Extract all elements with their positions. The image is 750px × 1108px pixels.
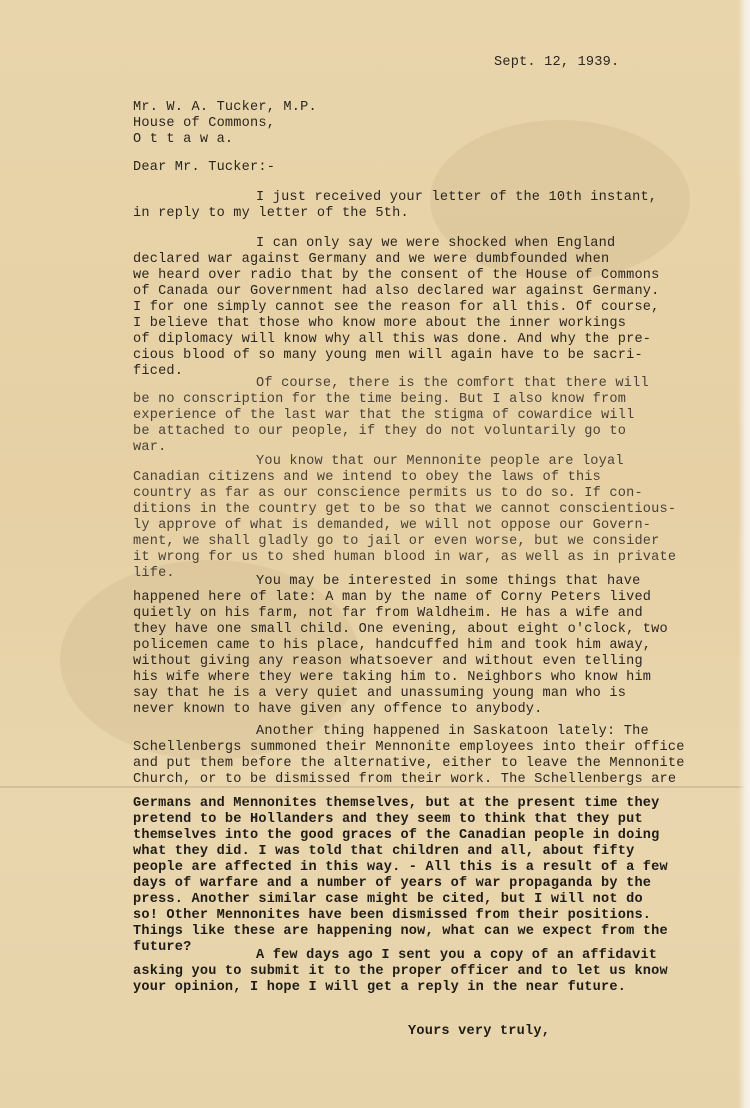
recipient-line: House of Commons, <box>133 116 276 131</box>
body-line: future? <box>133 940 192 955</box>
body-line: and put them before the alternative, either to leave the Mennonite <box>133 756 685 771</box>
body-line: A few days ago I sent you a copy of an affidavit <box>256 948 658 963</box>
body-line: themselves into the good graces of the Canadian people in doing <box>133 828 660 843</box>
body-line: I can only say we were shocked when England <box>256 236 616 251</box>
body-line: ficed. <box>133 364 184 379</box>
body-line: ment, we shall gladly go to jail or even worse, but we consider <box>133 534 660 549</box>
body-line: never known to have given any offence to anybody. <box>133 702 543 717</box>
body-line: pretend to be Hollanders and they seem to think that they put <box>133 812 643 827</box>
salutation: Dear Mr. Tucker:- <box>133 160 276 175</box>
body-line: declared war against Germany and we were dumbfounded when <box>133 252 610 267</box>
page-edge <box>738 0 750 1108</box>
body-line: your opinion, I hope I will get a reply in the near future. <box>133 980 627 995</box>
body-line: happened here of late: A man by the name of Corny Peters lived <box>133 590 652 605</box>
body-line: You may be interested in some things that have <box>256 574 641 589</box>
body-line: Of course, there is the comfort that there will <box>256 376 649 391</box>
body-line: Church, or to be dismissed from their work. The Schellenbergs are <box>133 772 677 787</box>
body-line: I just received your letter of the 10th instant, <box>256 190 658 205</box>
letter-date: Sept. 12, 1939. <box>494 55 620 70</box>
body-line: I for one simply cannot see the reason for all this. Of course, <box>133 300 660 315</box>
body-line: without giving any reason whatsoever and without even telling <box>133 654 643 669</box>
body-line: Schellenbergs summoned their Mennonite employees into their office <box>133 740 685 755</box>
closing: Yours very truly, <box>408 1024 551 1039</box>
body-line: it wrong for us to shed human blood in war, as well as in private <box>133 550 677 565</box>
body-line: we heard over radio that by the consent of the House of Commons <box>133 268 660 283</box>
body-line: so! Other Mennonites have been dismissed from their positions. <box>133 908 652 923</box>
body-line: of diplomacy will know why all this was done. And why the pre- <box>133 332 652 347</box>
body-line: Germans and Mennonites themselves, but at the present time they <box>133 796 660 811</box>
body-line: war. <box>133 440 167 455</box>
body-line: press. Another similar case might be cited, but I will not do <box>133 892 643 907</box>
body-line: life. <box>133 566 175 581</box>
body-line: Another thing happened in Saskatoon lately: The <box>256 724 649 739</box>
body-line: ditions in the country get to be so that we cannot conscientious- <box>133 502 677 517</box>
body-line: they have one small child. One evening, about eight o'clock, two <box>133 622 668 637</box>
body-line: You know that our Mennonite people are loyal <box>256 454 624 469</box>
body-line: cious blood of so many young men will again have to be sacri- <box>133 348 643 363</box>
body-line: asking you to submit it to the proper officer and to let us know <box>133 964 668 979</box>
body-line: quietly on his farm, not far from Waldheim. He has a wife and <box>133 606 643 621</box>
body-line: days of warfare and a number of years of war propaganda by the <box>133 876 652 891</box>
body-line: be attached to our people, if they do not voluntarily go to <box>133 424 627 439</box>
recipient-line: Mr. W. A. Tucker, M.P. <box>133 100 317 115</box>
body-line: I believe that those who know more about the inner workings <box>133 316 627 331</box>
body-line: Things like these are happening now, what can we expect from the <box>133 924 668 939</box>
body-line: country as far as our conscience permits us to do so. If con- <box>133 486 643 501</box>
body-line: ly approve of what is demanded, we will not oppose our Govern- <box>133 518 652 533</box>
body-line: what they did. I was told that children and all, about fifty <box>133 844 635 859</box>
body-line: people are affected in this way. - All this is a result of a few <box>133 860 668 875</box>
body-line: Canadian citizens and we intend to obey the laws of this <box>133 470 602 485</box>
body-line: policemen came to his place, handcuffed him and took him away, <box>133 638 652 653</box>
body-line: his wife where they were taking him to. Neighbors who know him <box>133 670 652 685</box>
body-line: say that he is a very quiet and unassuming young man who is <box>133 686 627 701</box>
body-line: be no conscription for the time being. But I also know from <box>133 392 627 407</box>
body-line: in reply to my letter of the 5th. <box>133 206 409 221</box>
body-line: experience of the last war that the stigma of cowardice will <box>133 408 635 423</box>
recipient-line: O t t a w a. <box>133 132 234 147</box>
body-line: of Canada our Government had also declared war against Germany. <box>133 284 660 299</box>
